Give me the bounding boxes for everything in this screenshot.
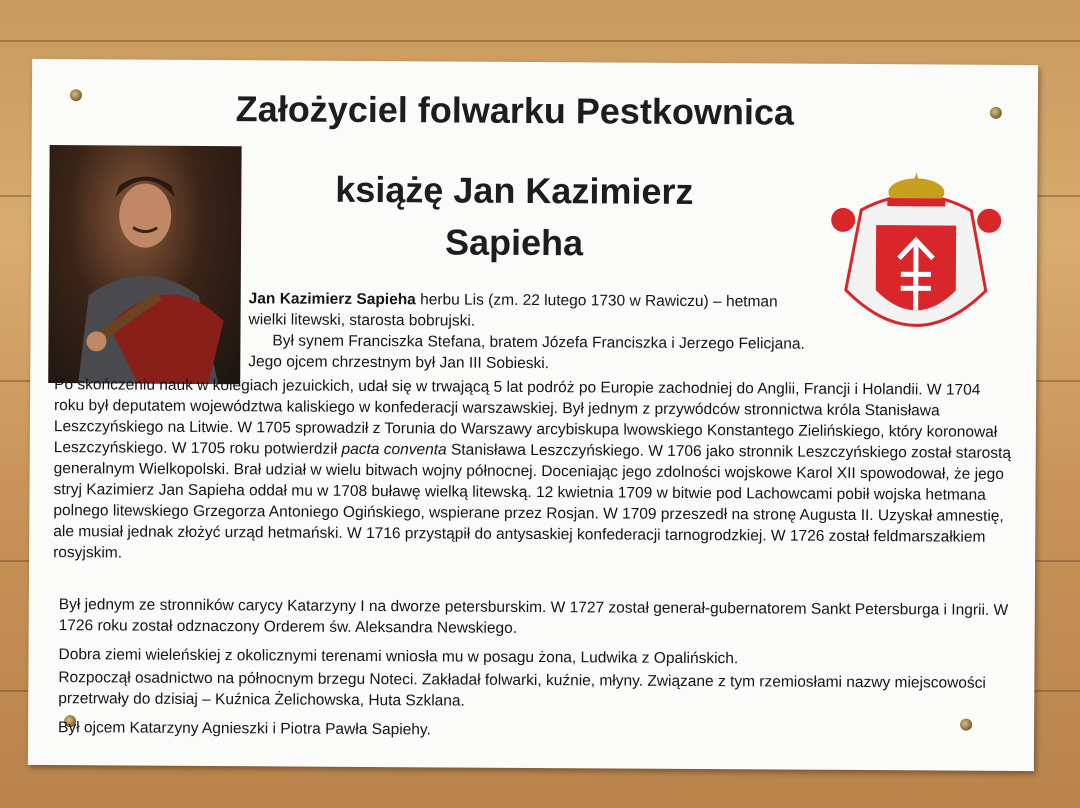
paragraph-settlement: Rozpoczął osadnictwo na północnym brzegu Noteci. Zakładał folwarki, kuźnie, młyny. Związane z tym rzemiosłami nazwy miejscowości przetrwały do dzisiaj – Kuźnica Żelichowska, Huta Szklana. [58,669,986,710]
lead-name: Jan Kazimierz Sapieha [248,290,416,309]
career-italic: pacta conventa [341,440,447,459]
plaque-title-line3: Sapieha [444,221,584,264]
paragraph-petersburg: Był jednym ze stronników carycy Katarzyny I na dworze petersburskim. W 1727 został generał-gubernatorem Sankt Petersburga i Ingrii. W 1726 roku został odznaczony Orderem św. Aleksandra Newskiego. [58,596,1009,637]
paragraph-dowry: Dobra ziemi wieleńskiej z okolicznymi terenami wniosła mu w posagu żona, Ludwika z Opalińskich. [58,646,739,668]
plaque-title-line1: Założyciel folwarku Pestkownica [235,88,795,133]
career-text-a: Po skończeniu nauk w kolegiach jezuickich, udał się w trwającą 5 lat podróż po Europie zachodniej do Anglii, Francji i Holandii. W 1704 roku był deputatem województwa kaliskiego w konfederacji warszawskiej. Był jednym z przywódców stronnictwa króla Stanisława Leszczyńskiego na Litwie. W 1705 sprowadził z Torunia do Warszawy arcybiskupa lwowskiego Konstantego Zielińskiego, który koronował Leszczyńskiego. W 1705 roku potwierdził [53,376,998,458]
lead-text: herbu Lis (zm. 22 lutego 1730 w Rawiczu) – hetman wielki litewski, starosta bobrujski. [248,291,778,330]
memorial-plaque [28,59,1038,771]
plaque-title-line2: książę Jan Kazimierz [335,168,694,212]
paragraph-parents: Był synem Franciszka Stefana, bratem Józefa Franciszka i Jerzego Felicjana. Jego ojcem chrzestnym był Jan III Sobieski. [248,332,805,373]
coat-of-arms-icon [820,170,1011,361]
career-text-b: Stanisława Leszczyńskiego. W 1706 jako stronnik Leszczyńskiego został starostą generalnym Wielkopolski. Brał udział w wielu bitwach wojny północnej. Doceniając jego zdolności wojskowe Karol XII spowodował, że jego stryj Kazimierz Jan Sapieha oddał mu w 1708 buławę wielką litewską. 12 kwietnia 1709 w bitwie pod Lachowcami pobił wojska hetmana polnego litewskiego Grzegorza Antoniego Ogińskiego, wspierane przez Rosjan. W 1709 przeszedł na stronę Augusta II. Uzyskał amnestię, ale musiał jednak złożyć urząd hetmański. W 1716 przystąpił do antysaskiej konfederacji tarnogrodzkiej. W 1726 został feldmarszałkiem rosyjskim. [53,441,1012,562]
paragraph-career [53,374,1014,569]
paragraph-children: Był ojcem Katarzyny Agnieszki i Piotra Pawła Sapiehy. [58,719,431,739]
lead-paragraph [249,288,809,333]
portrait-painting [48,145,241,384]
